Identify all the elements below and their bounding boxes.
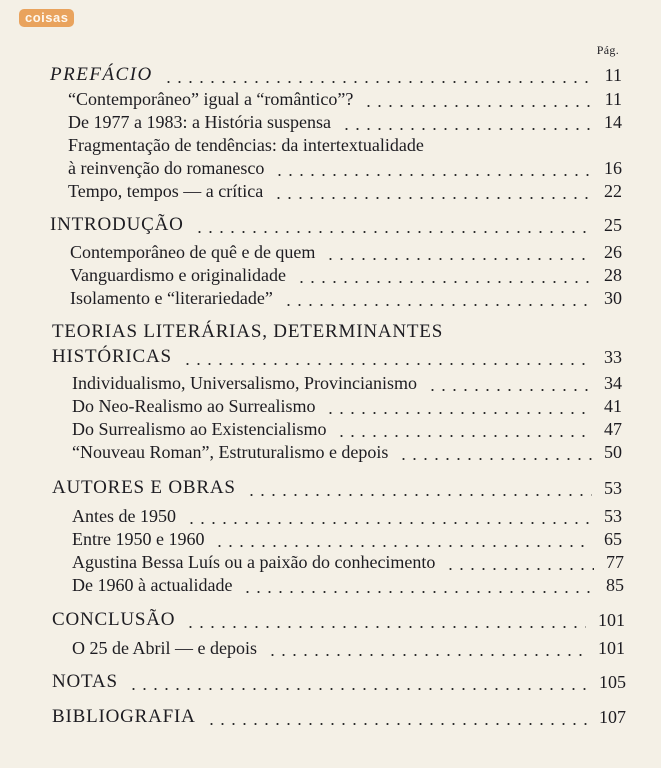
toc-page-number: 53 — [604, 506, 622, 526]
toc-entry-title: Do Neo-Realismo ao Surrealismo — [72, 396, 316, 416]
toc-page-number: 16 — [604, 158, 622, 178]
toc-subsection-entry — [68, 88, 622, 110]
toc-page-number: 30 — [604, 288, 622, 308]
toc-subsection-entry — [72, 528, 622, 550]
toc-entry-title-line1: TEORIAS LITERÁRIAS, DETERMINANTES — [52, 321, 444, 342]
toc-page-number: 34 — [604, 373, 622, 393]
toc-subsection-entry — [72, 637, 625, 659]
toc-page-number: 33 — [604, 347, 622, 367]
toc-page-number: 107 — [599, 707, 626, 727]
leader-dots — [274, 174, 592, 176]
leader-dots — [363, 105, 593, 107]
toc-subsection-entry — [72, 574, 624, 596]
leader-dots — [273, 197, 592, 199]
toc-page-number: 53 — [604, 478, 622, 498]
toc-page-number: 77 — [606, 552, 624, 572]
leader-dots — [296, 281, 592, 283]
toc-section-entry — [52, 609, 625, 631]
toc-entry-title: Vanguardismo e originalidade — [70, 265, 286, 285]
toc-page-number: 28 — [604, 265, 622, 285]
toc-subsection-entry — [68, 111, 622, 133]
leader-dots — [242, 591, 594, 593]
toc-page-number: 65 — [604, 529, 622, 549]
leader-dots — [325, 258, 592, 260]
leader-dots — [341, 128, 592, 130]
toc-section-entry — [52, 706, 626, 728]
toc-entry-title: De 1960 à actualidade — [72, 575, 233, 595]
toc-entry-title: “Nouveau Roman”, Estruturalismo e depois — [72, 442, 389, 462]
leader-dots — [246, 494, 592, 496]
toc-page-number: 25 — [604, 215, 622, 235]
toc-entry-title: HISTÓRICAS — [52, 346, 172, 367]
toc-subsection-entry — [72, 372, 622, 394]
toc-entry-title: O 25 de Abril — e depois — [72, 638, 257, 658]
toc-page-number: 85 — [606, 575, 624, 595]
watermark-logo: coisas — [19, 9, 74, 27]
toc-subsection-entry — [70, 264, 622, 286]
toc-section-entry — [50, 214, 622, 236]
leader-dots — [186, 522, 592, 524]
toc-entry-title: Agustina Bessa Luís ou a paixão do conhecimento — [72, 552, 436, 572]
leader-dots — [194, 231, 592, 233]
toc-entry-title: BIBLIOGRAFIA — [52, 706, 196, 727]
leader-dots — [214, 545, 592, 547]
leader-dots — [267, 654, 586, 656]
toc-entry-title: Do Surrealismo ao Existencialismo — [72, 419, 327, 439]
toc-page-number: 101 — [598, 638, 625, 658]
toc-entry-title: “Contemporâneo” igual a “romântico”? — [68, 89, 354, 109]
toc-subsection-entry — [70, 287, 622, 309]
leader-dots — [128, 688, 587, 690]
toc-entry-title-line1: Fragmentação de tendências: da intertextualidade — [68, 135, 424, 155]
toc-section-entry — [52, 671, 626, 693]
toc-page-number: 101 — [598, 610, 625, 630]
toc-page-number: 50 — [604, 442, 622, 462]
toc-section-entry — [52, 346, 622, 368]
leader-dots — [185, 626, 586, 628]
toc-subsection-entry — [72, 505, 622, 527]
toc-subsection-entry — [72, 441, 622, 463]
toc-subsection-entry — [72, 418, 622, 440]
toc-entry-title: NOTAS — [52, 671, 118, 692]
leader-dots — [283, 304, 592, 306]
leader-dots — [336, 435, 592, 437]
toc-entry-title: Isolamento e “literariedade” — [70, 288, 273, 308]
leader-dots — [325, 412, 592, 414]
toc-entry-title: CONCLUSÃO — [52, 609, 176, 630]
toc-entry-title: De 1977 a 1983: a História suspensa — [68, 112, 331, 132]
toc-section-entry — [50, 64, 622, 86]
toc-page-number: 11 — [604, 65, 622, 85]
leader-dots — [427, 389, 592, 391]
toc-entry-title: Antes de 1950 — [72, 506, 176, 526]
leader-dots — [163, 81, 593, 83]
toc-entry-title: Entre 1950 e 1960 — [72, 529, 205, 549]
toc-entry-title: Tempo, tempos — a crítica — [68, 181, 264, 201]
leader-dots — [182, 363, 592, 365]
toc-subsection-entry — [70, 241, 622, 263]
toc-entry-title: Contemporâneo de quê e de quem — [70, 242, 316, 262]
toc-entry-title: à reinvenção do romanesco — [68, 158, 265, 178]
toc-subsection-entry — [68, 157, 622, 179]
toc-page-number: 14 — [604, 112, 622, 132]
toc-entry-title: AUTORES E OBRAS — [52, 477, 236, 498]
toc-subsection-entry — [68, 180, 622, 202]
toc-entry-title: Individualismo, Universalismo, Provincianismo — [72, 373, 417, 393]
toc-page-number: 105 — [599, 672, 626, 692]
toc-page-number: 47 — [604, 419, 622, 439]
toc-page-number: 22 — [604, 181, 622, 201]
toc-entry-title: PREFÁCIO — [50, 64, 153, 85]
leader-dots — [398, 458, 592, 460]
toc-subsection-entry — [72, 551, 624, 573]
toc-subsection-entry — [72, 395, 622, 417]
page-column-label: Pág. — [596, 43, 619, 57]
toc-section-entry — [52, 477, 622, 499]
leader-dots — [206, 723, 587, 725]
toc-page-number: 11 — [604, 89, 622, 109]
toc-page-number: 26 — [604, 242, 622, 262]
toc-entry-title: INTRODUÇÃO — [50, 214, 184, 235]
leader-dots — [445, 568, 594, 570]
toc-page-number: 41 — [604, 396, 622, 416]
